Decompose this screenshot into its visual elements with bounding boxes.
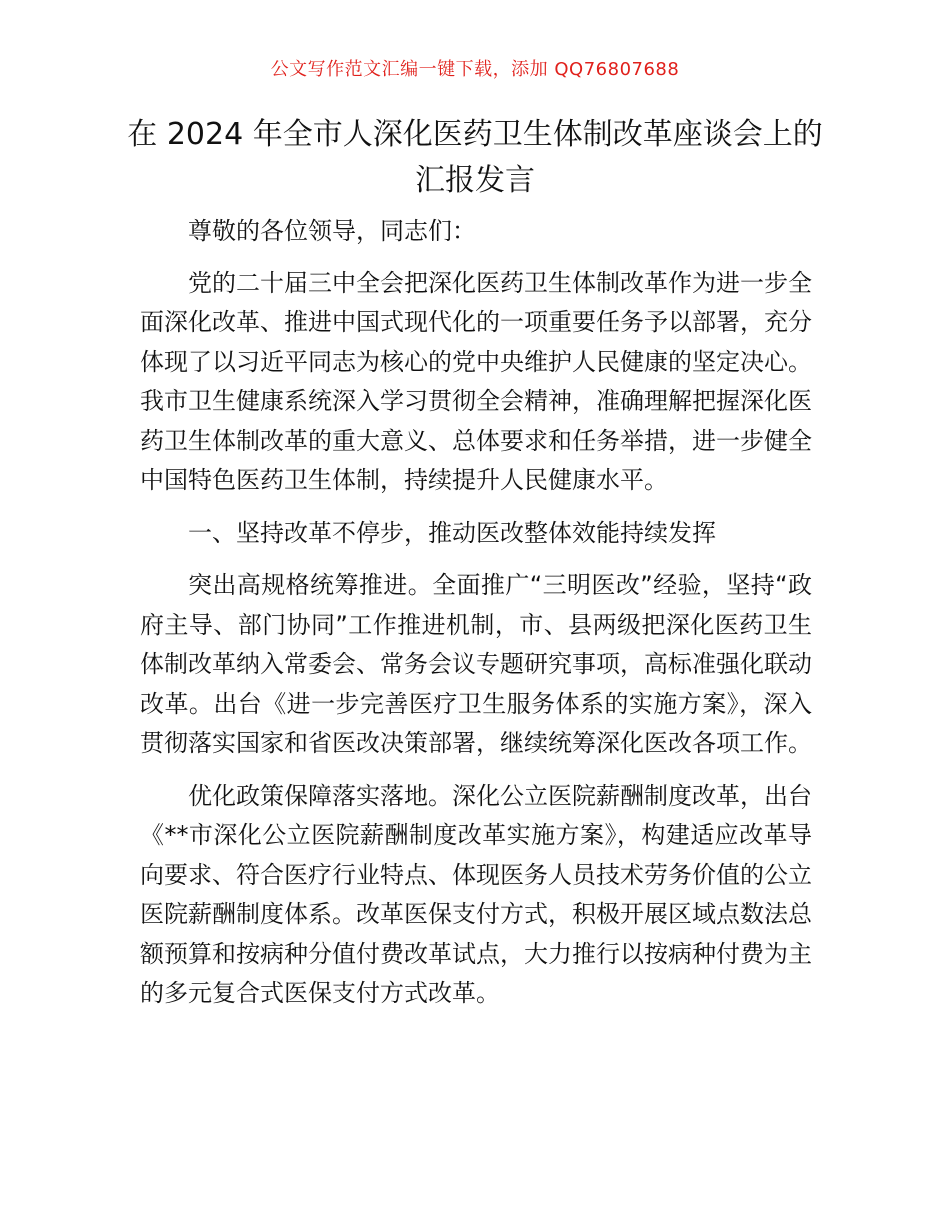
paragraph-policy: 优化政策保障落实落地。深化公立医院薪酬制度改革，出台《**市深化公立医院薪酬制度改革实施方案》，构建适应改革导向要求、符合医疗行业特点、体现医务人员技术劳务价值的公立医院薪酬制度体系。改革医保支付方式，积极开展区域点数法总额预算和按病种分值付费改革试点，大力推行以按病种付费为主的多元复合式医保支付方式改革。 <box>140 781 812 1007</box>
section-heading-1: 一、坚持改革不停步，推动医改整体效能持续发挥 <box>188 518 716 547</box>
download-banner: 公文写作范文汇编一键下载，添加 QQ76807688 <box>270 59 680 80</box>
paragraph-coordination: 突出高规格统筹推进。全面推广“三明医改”经验，坚持“政府主导、部门协同”工作推进机制，市、县两级把深化医药卫生体制改革纳入常委会、常务会议专题研究事项，高标准强化联动改革。出台《进一步完善医疗卫生服务体系的实施方案》，深入贯彻落实国家和省医改决策部署，继续统筹深化医改各项工作。 <box>140 571 812 757</box>
salutation: 尊敬的各位领导，同志们： <box>188 217 476 245</box>
document-title: 在 2024 年全市人深化医药卫生体制改革座谈会上的汇报发言 <box>127 117 823 198</box>
document-body <box>140 212 812 1027</box>
paragraph-intro: 党的二十届三中全会把深化医药卫生体制改革作为进一步全面深化改革、推进中国式现代化的一项重要任务予以部署，充分体现了以习近平同志为核心的党中央维护人民健康的坚定决心。我市卫生健康系统深入学习贯彻全会精神，准确理解把握深化医药卫生体制改革的重大意义、总体要求和任务举措，进一步健全中国特色医药卫生体制，持续提升人民健康水平。 <box>140 268 812 494</box>
